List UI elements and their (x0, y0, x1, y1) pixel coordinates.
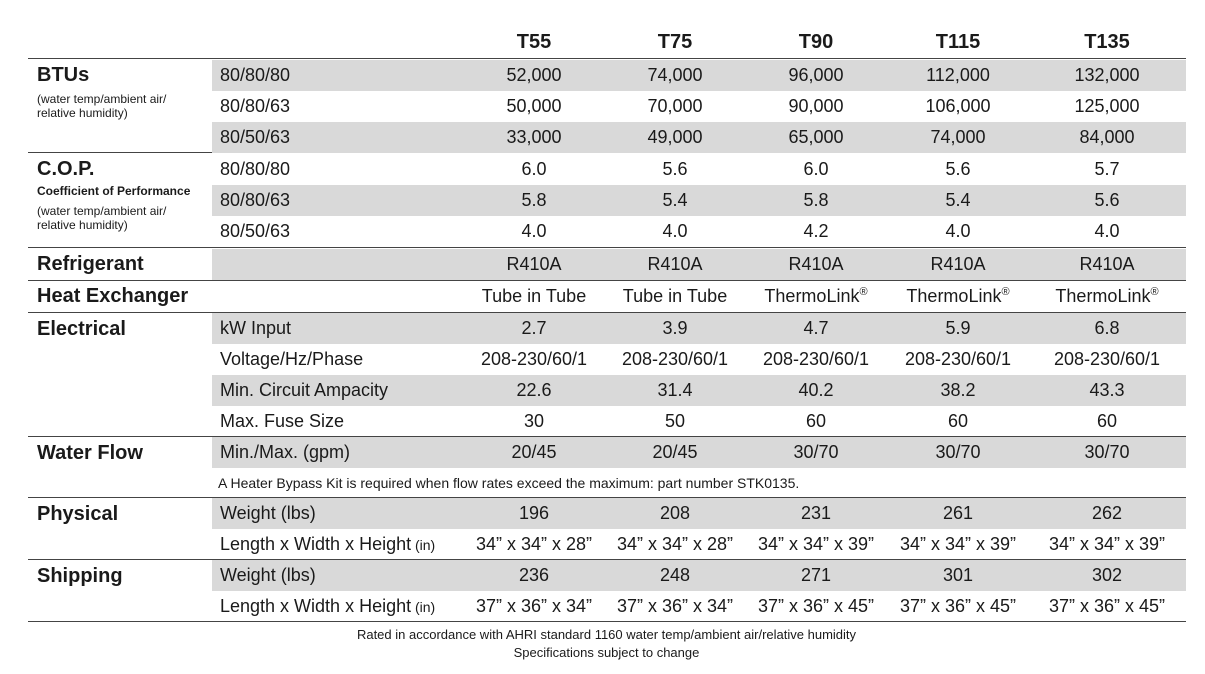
cop-2-value-text: 4.0 (945, 221, 971, 241)
electrical-3-value-t135 (1032, 406, 1182, 437)
shipping-0-value-t135 (1032, 560, 1182, 591)
section-title-btus: BTUs (37, 64, 90, 86)
physical-1-label-unit: (in) (411, 537, 436, 553)
section-title-refrigerant: Refrigerant (37, 253, 144, 275)
btus-0-label (220, 60, 290, 91)
shipping-1-label-text: Length x Width x Height (220, 596, 412, 616)
refrigerant-value-text: R410A (788, 254, 844, 274)
btus-2-label-text: 80/50/63 (220, 127, 291, 147)
cop-0-value-text: 5.6 (945, 159, 971, 179)
shipping-1-value-text: 37” x 36” x 45” (1048, 596, 1166, 616)
physical-0-value-t135 (1032, 498, 1182, 529)
refrigerant-value-text: R410A (647, 254, 703, 274)
shipping-0-value-t115 (883, 560, 1033, 591)
btus-0-row (212, 60, 1186, 91)
section-title-electrical: Electrical (37, 318, 126, 340)
cop-1-value-text: 5.8 (803, 190, 829, 210)
section-title-cop: C.O.P. (37, 158, 95, 180)
header-model-t90: T90 (798, 31, 834, 53)
cop-2-value-text: 4.2 (803, 221, 829, 241)
physical-1-value-text: 34” x 34” x 28” (616, 534, 734, 554)
header-model-t75: T75 (657, 31, 693, 53)
cop-0-value-text: 6.0 (803, 159, 829, 179)
electrical-1-label (220, 344, 363, 375)
electrical-0-label-text: kW Input (220, 318, 292, 338)
physical-1-value-t115 (883, 529, 1033, 560)
electrical-3-row (212, 406, 1186, 437)
shipping-1-value-text: 37” x 36” x 45” (757, 596, 875, 616)
refrigerant-value-t135 (1032, 249, 1182, 280)
water-flow-0-value-text: 30/70 (1084, 442, 1130, 462)
electrical-0-value-text: 5.9 (945, 318, 971, 338)
btus-1-value-t55 (459, 91, 609, 122)
electrical-0-row (212, 313, 1186, 344)
btus-0-value-t135 (1032, 60, 1182, 91)
electrical-2-value-text: 40.2 (798, 380, 834, 400)
physical-1-value-text: 34” x 34” x 39” (757, 534, 875, 554)
physical-1-value-text: 34” x 34” x 28” (475, 534, 593, 554)
section-title-water-flow: Water Flow (37, 442, 143, 464)
cop-0-value-text: 5.7 (1094, 159, 1120, 179)
cop-1-label (220, 185, 290, 216)
shipping-1-label-unit: (in) (411, 599, 436, 615)
electrical-1-value-t55 (459, 344, 609, 375)
btus-2-value-t55 (459, 122, 609, 153)
electrical-3-value-text: 60 (1096, 411, 1118, 431)
heat-exchanger-value-t90 (741, 281, 891, 312)
btus-0-value-text: 74,000 (647, 65, 703, 85)
cop-2-value-t90 (741, 216, 891, 247)
electrical-0-value-text: 3.9 (662, 318, 688, 338)
btus-1-value-text: 90,000 (788, 96, 844, 116)
physical-0-value-t90 (741, 498, 891, 529)
electrical-0-value-text: 4.7 (803, 318, 829, 338)
btus-1-value-t135 (1032, 91, 1182, 122)
btus-2-value-text: 49,000 (647, 127, 703, 147)
btus-2-row (212, 122, 1186, 153)
physical-1-value-t55 (459, 529, 609, 560)
electrical-2-value-t115 (883, 375, 1033, 406)
electrical-3-value-text: 30 (523, 411, 545, 431)
section-subtitle-cop: Coefficient of Performance (37, 184, 191, 198)
physical-0-row (212, 498, 1186, 529)
water-flow-0-value-text: 20/45 (652, 442, 698, 462)
cop-2-label (220, 216, 290, 247)
physical-1-value-text: 34” x 34” x 39” (1048, 534, 1166, 554)
electrical-2-value-t135 (1032, 375, 1182, 406)
physical-1-row (212, 529, 1186, 560)
header-model-t115: T115 (935, 31, 981, 53)
section-title-physical: Physical (37, 503, 119, 525)
refrigerant-value-text: R410A (506, 254, 562, 274)
shipping-0-label (220, 560, 316, 591)
shipping-1-value-text: 37” x 36” x 34” (616, 596, 734, 616)
shipping-0-value-text: 248 (659, 565, 691, 585)
physical-0-label-text: Weight (lbs) (220, 503, 316, 523)
cop-0-label (220, 154, 290, 185)
electrical-2-value-text: 43.3 (1089, 380, 1125, 400)
electrical-2-label (220, 375, 388, 406)
btus-1-value-t75 (600, 91, 750, 122)
physical-0-value-text: 208 (659, 503, 691, 523)
electrical-0-value-t90 (741, 313, 891, 344)
electrical-1-value-text: 208-230/60/1 (480, 349, 588, 369)
shipping-0-value-t90 (741, 560, 891, 591)
btus-2-value-text: 65,000 (788, 127, 844, 147)
divider-cop (28, 247, 1186, 248)
water-flow-0-value-t115 (883, 437, 1033, 468)
btus-2-value-t115 (883, 122, 1033, 153)
btus-1-value-text: 50,000 (506, 96, 562, 116)
water-flow-0-value-t90 (741, 437, 891, 468)
btus-1-row (212, 91, 1186, 122)
cop-1-label-text: 80/80/63 (220, 190, 291, 210)
registered-mark: ® (1001, 286, 1010, 298)
electrical-0-value-t135 (1032, 313, 1182, 344)
physical-1-value-t135 (1032, 529, 1182, 560)
electrical-1-value-text: 208-230/60/1 (762, 349, 870, 369)
btus-1-value-text: 70,000 (647, 96, 703, 116)
shipping-1-value-text: 37” x 36” x 34” (475, 596, 593, 616)
shipping-0-label-text: Weight (lbs) (220, 565, 316, 585)
water-flow-0-value-text: 30/70 (793, 442, 839, 462)
footer-spec-note: Specifications subject to change (513, 645, 700, 660)
electrical-3-value-text: 50 (664, 411, 686, 431)
water-flow-0-label (220, 437, 350, 468)
btus-0-value-t90 (741, 60, 891, 91)
water-flow-note: A Heater Bypass Kit is required when flow rates exceed the maximum: part number STK0135. (218, 475, 800, 491)
heat-exchanger-value-t75 (600, 281, 750, 312)
btus-1-value-t115 (883, 91, 1033, 122)
footer-rating-note: Rated in accordance with AHRI standard 1160 water temp/ambient air/relative humidity (356, 627, 857, 642)
physical-0-value-text: 261 (942, 503, 974, 523)
btus-1-label-text: 80/80/63 (220, 96, 291, 116)
heat-exchanger-row (212, 281, 1186, 312)
btus-0-value-text: 52,000 (506, 65, 562, 85)
cop-2-value-t115 (883, 216, 1033, 247)
heat-exchanger-value-t135 (1032, 281, 1182, 312)
physical-1-value-t90 (741, 529, 891, 560)
cop-2-value-t55 (459, 216, 609, 247)
cop-1-value-t135 (1032, 185, 1182, 216)
shipping-1-value-t55 (459, 591, 609, 622)
electrical-3-value-text: 60 (805, 411, 827, 431)
shipping-1-row (212, 591, 1186, 622)
cop-0-value-t135 (1032, 154, 1182, 185)
heat-exchanger-value-text: ThermoLink (764, 286, 860, 306)
divider-top (28, 58, 1186, 59)
electrical-1-value-text: 208-230/60/1 (1053, 349, 1161, 369)
water-flow-0-value-text: 30/70 (935, 442, 981, 462)
refrigerant-value-text: R410A (1079, 254, 1135, 274)
physical-0-value-text: 231 (800, 503, 832, 523)
shipping-1-value-t75 (600, 591, 750, 622)
btus-0-value-text: 132,000 (1074, 65, 1140, 85)
header-model-t55: T55 (516, 31, 552, 53)
physical-0-value-t75 (600, 498, 750, 529)
btus-0-value-t75 (600, 60, 750, 91)
cop-1-value-t55 (459, 185, 609, 216)
water-flow-0-row (212, 437, 1186, 468)
electrical-3-value-text: 60 (947, 411, 969, 431)
cop-1-value-text: 5.8 (521, 190, 547, 210)
electrical-0-value-t115 (883, 313, 1033, 344)
cop-2-value-t75 (600, 216, 750, 247)
cop-0-value-text: 5.6 (662, 159, 688, 179)
electrical-0-value-t75 (600, 313, 750, 344)
electrical-2-value-text: 31.4 (657, 380, 693, 400)
water-flow-0-value-t135 (1032, 437, 1182, 468)
shipping-0-value-text: 236 (518, 565, 550, 585)
refrigerant-value-t115 (883, 249, 1033, 280)
cop-0-value-text: 6.0 (521, 159, 547, 179)
electrical-3-value-t115 (883, 406, 1033, 437)
physical-0-value-text: 196 (518, 503, 550, 523)
electrical-2-value-t55 (459, 375, 609, 406)
cop-0-value-t90 (741, 154, 891, 185)
physical-1-value-text: 34” x 34” x 39” (899, 534, 1017, 554)
electrical-1-label-text: Voltage/Hz/Phase (220, 349, 364, 369)
refrigerant-row (212, 249, 1186, 280)
shipping-0-value-t75 (600, 560, 750, 591)
cop-1-value-t90 (741, 185, 891, 216)
cop-1-value-text: 5.4 (662, 190, 688, 210)
btus-2-value-t75 (600, 122, 750, 153)
btus-2-value-t90 (741, 122, 891, 153)
refrigerant-value-t55 (459, 249, 609, 280)
btus-2-value-text: 84,000 (1079, 127, 1135, 147)
electrical-0-value-text: 2.7 (521, 318, 547, 338)
electrical-1-value-text: 208-230/60/1 (904, 349, 1012, 369)
cop-2-label-text: 80/50/63 (220, 221, 291, 241)
physical-0-value-text: 262 (1091, 503, 1123, 523)
header-model-t135: T135 (1084, 31, 1130, 53)
physical-0-label (220, 498, 316, 529)
cop-2-value-text: 4.0 (521, 221, 547, 241)
electrical-0-label (220, 313, 291, 344)
shipping-0-value-text: 301 (942, 565, 974, 585)
heat-exchanger-value-text: ThermoLink (906, 286, 1002, 306)
cop-2-row (212, 216, 1186, 247)
btus-0-value-t115 (883, 60, 1033, 91)
heat-exchanger-value-text: ThermoLink (1055, 286, 1151, 306)
btus-2-label (220, 122, 290, 153)
cop-2-value-t135 (1032, 216, 1182, 247)
cop-0-label-text: 80/80/80 (220, 159, 291, 179)
shipping-0-value-t55 (459, 560, 609, 591)
water-flow-0-value-t75 (600, 437, 750, 468)
btus-1-label (220, 91, 290, 122)
electrical-3-value-t90 (741, 406, 891, 437)
electrical-3-label (220, 406, 344, 437)
btus-1-value-text: 125,000 (1074, 96, 1140, 116)
cop-1-value-t115 (883, 185, 1033, 216)
section-title-heat-exchanger: Heat Exchanger (37, 285, 189, 307)
shipping-0-value-text: 302 (1091, 565, 1123, 585)
registered-mark: ® (859, 286, 868, 298)
electrical-3-label-text: Max. Fuse Size (220, 411, 345, 431)
electrical-3-value-t75 (600, 406, 750, 437)
electrical-2-value-text: 22.6 (516, 380, 552, 400)
electrical-1-value-t90 (741, 344, 891, 375)
physical-1-value-t75 (600, 529, 750, 560)
cop-0-value-t55 (459, 154, 609, 185)
electrical-2-label-text: Min. Circuit Ampacity (220, 380, 389, 400)
shipping-1-label (220, 591, 435, 622)
btus-2-value-t135 (1032, 122, 1182, 153)
cop-0-value-t75 (600, 154, 750, 185)
btus-1-value-text: 106,000 (925, 96, 991, 116)
cop-2-value-text: 4.0 (1094, 221, 1120, 241)
btus-2-value-text: 33,000 (506, 127, 562, 147)
heat-exchanger-value-t115 (883, 281, 1033, 312)
physical-0-value-t55 (459, 498, 609, 529)
section-note-btus: (water temp/ambient air/ relative humidity) (37, 92, 167, 120)
shipping-1-value-t90 (741, 591, 891, 622)
btus-0-value-text: 96,000 (788, 65, 844, 85)
refrigerant-value-t90 (741, 249, 891, 280)
physical-0-value-t115 (883, 498, 1033, 529)
refrigerant-value-text: R410A (930, 254, 986, 274)
cop-1-value-text: 5.4 (945, 190, 971, 210)
electrical-0-value-text: 6.8 (1094, 318, 1120, 338)
electrical-0-value-t55 (459, 313, 609, 344)
electrical-2-row (212, 375, 1186, 406)
registered-mark: ® (1150, 286, 1159, 298)
btus-1-value-t90 (741, 91, 891, 122)
electrical-2-value-text: 38.2 (940, 380, 976, 400)
btus-0-value-t55 (459, 60, 609, 91)
shipping-1-value-t135 (1032, 591, 1182, 622)
electrical-3-value-t55 (459, 406, 609, 437)
cop-1-row (212, 185, 1186, 216)
electrical-1-value-t75 (600, 344, 750, 375)
water-flow-0-value-t55 (459, 437, 609, 468)
section-title-shipping: Shipping (37, 565, 123, 587)
btus-0-label-text: 80/80/80 (220, 65, 291, 85)
cop-1-value-text: 5.6 (1094, 190, 1120, 210)
heat-exchanger-value-text: Tube in Tube (622, 286, 728, 306)
shipping-1-value-text: 37” x 36” x 45” (899, 596, 1017, 616)
cop-2-value-text: 4.0 (662, 221, 688, 241)
electrical-2-value-t75 (600, 375, 750, 406)
electrical-2-value-t90 (741, 375, 891, 406)
electrical-1-value-text: 208-230/60/1 (621, 349, 729, 369)
cop-1-value-t75 (600, 185, 750, 216)
water-flow-0-value-text: 20/45 (511, 442, 557, 462)
cop-0-value-t115 (883, 154, 1033, 185)
shipping-0-value-text: 271 (800, 565, 832, 585)
cop-0-row (212, 154, 1186, 185)
heat-exchanger-value-t55 (459, 281, 609, 312)
section-note-cop: (water temp/ambient air/ relative humidity) (37, 204, 167, 232)
electrical-1-value-t115 (883, 344, 1033, 375)
btus-0-value-text: 112,000 (926, 65, 990, 85)
electrical-1-value-t135 (1032, 344, 1182, 375)
water-flow-0-label-text: Min./Max. (gpm) (220, 442, 351, 462)
electrical-1-row (212, 344, 1186, 375)
refrigerant-value-t75 (600, 249, 750, 280)
shipping-1-value-t115 (883, 591, 1033, 622)
shipping-0-row (212, 560, 1186, 591)
physical-1-label-text: Length x Width x Height (220, 534, 412, 554)
heat-exchanger-value-text: Tube in Tube (481, 286, 587, 306)
btus-2-value-text: 74,000 (930, 127, 986, 147)
physical-1-label (220, 529, 435, 560)
